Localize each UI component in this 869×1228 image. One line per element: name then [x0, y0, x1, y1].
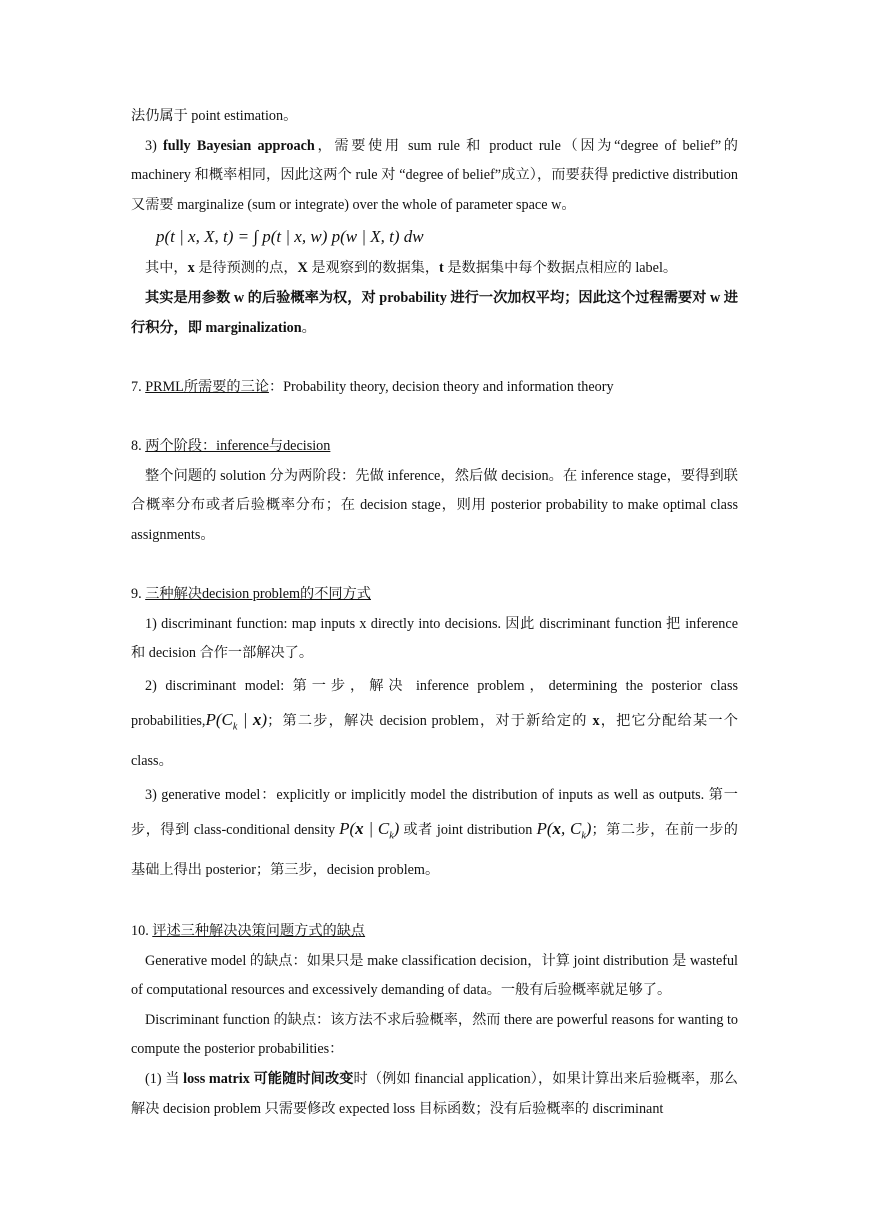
- text: Discriminant function 的缺点：该方法不求后验概率，然而 there are powerful reasons for wanting to compute the posterior probabilities：: [131, 1011, 739, 1058]
- heading-number: 7.: [131, 378, 146, 395]
- heading-9: [131, 580, 738, 610]
- heading-title: 两个阶段：inference与decision: [145, 437, 331, 454]
- text: ，需要使用 sum rule 和 product rule（因为“degree of belief”的 machinery 和概率相同，因此这两个 rule 对 “degree of belief”成立），而要获得 predictive distribution 又需要 marginalize (sum or integrate) over the whole of parameter space w。: [131, 137, 738, 213]
- spacer: [131, 343, 738, 373]
- heading-number: 10.: [131, 923, 153, 940]
- heading-10: [131, 917, 738, 947]
- text: 2) discriminant model: 第一步，解决 inference problem，determining the posterior class probabilities,: [131, 677, 738, 729]
- heading-title: 评述三种解决决策问题方式的缺点: [152, 923, 366, 940]
- bold-symbol: x: [187, 260, 195, 277]
- heading-7: [131, 373, 738, 403]
- spacer: [131, 402, 738, 432]
- paragraph-marginalization: [131, 284, 738, 343]
- text: 3) generative model：explicitly or implicitly model the distribution of inputs as well as outputs. 第一步，得到 class-conditional density: [131, 787, 738, 839]
- bold-symbol: t: [439, 260, 444, 277]
- text: ：Probability theory, decision theory and information theory: [268, 378, 614, 395]
- text: (1) 当: [145, 1071, 184, 1088]
- text: ；第二步，解决 decision problem，对于新给定的: [267, 712, 593, 729]
- paragraph-fully-bayesian: [131, 132, 738, 221]
- text: 1) discriminant function: map inputs x directly into decisions. 因此 discriminant function 把 inference 和 decision 合作一部解决了。: [131, 615, 738, 662]
- bold-symbol: x: [592, 712, 600, 729]
- bold-symbol: X: [297, 260, 308, 277]
- heading-title: PRML所需要的三论: [145, 378, 269, 395]
- paragraph-loss-matrix: [131, 1065, 738, 1124]
- text: 是数据集中每个数据点相应的 label。: [443, 260, 678, 277]
- heading-title: 三种解决decision problem的不同方式: [145, 585, 371, 602]
- paragraph-where: [131, 254, 738, 284]
- text: 整个问题的 solution 分为两阶段：先做 inference，然后做 decision。在 inference stage，要得到联合概率分布或者后验概率分布；在 decision stage，则用 posterior probability to make optimal class assignments。: [131, 467, 738, 543]
- joint-formula: P(x, $C_k$): [536, 819, 592, 842]
- paragraph-point-estimation: [131, 102, 738, 132]
- class-conditional-formula: P(x | $C_k$): [339, 819, 400, 842]
- paragraph-two-stages: [131, 462, 738, 551]
- text: 或者 joint distribution: [399, 822, 537, 839]
- text: ；第二步，在前一步的基础上得出 posterior；第三步，decision problem。: [131, 822, 738, 879]
- heading-number: 9.: [131, 585, 146, 602]
- text: 3): [145, 137, 164, 154]
- text: 是待预测的点，: [194, 260, 298, 277]
- text: Generative model 的缺点：如果只是 make classification decision，计算 joint distribution 是 wasteful of computational resources and excessively demanding of data。一般有后验概率就足够了。: [131, 952, 738, 999]
- bold-text: 其实是用参数 w 的后验概率为权，对 probability 进行一次加权平均；因此这个过程需要对 w 进行积分，即 marginalization: [131, 289, 738, 336]
- posterior-formula: $P(C_k$ | x): [205, 709, 268, 733]
- paragraph-discriminant-drawback: [131, 1006, 738, 1065]
- text: 其中，: [145, 260, 188, 277]
- spacer: [131, 887, 738, 917]
- bold-text: loss matrix 可能随时间改变: [183, 1071, 354, 1088]
- text: 时（例如 financial application），如果计算出来后验概率，那么解决 decision problem 只需要修改 expected loss 目标函数；没有后验概率的 discriminant: [131, 1071, 738, 1117]
- predictive-distribution-formula: p(t | x, X, t) = ∫ p(t | x, w) p(w | X, t) dw: [156, 227, 424, 247]
- paragraph-discriminant-model: [131, 669, 738, 778]
- heading-8: [131, 432, 738, 462]
- text: 是观察到的数据集，: [307, 260, 440, 277]
- document-page: [131, 102, 738, 1124]
- paragraph-discriminant-function: [131, 610, 738, 669]
- spacer: [131, 550, 738, 580]
- bold-term: fully Bayesian approach: [163, 137, 315, 154]
- paragraph-generative-drawback: [131, 947, 738, 1006]
- text: 。: [301, 319, 316, 336]
- paragraph-generative-model: [131, 778, 738, 887]
- heading-number: 8.: [131, 437, 146, 454]
- text: 法仍属于 point estimation。: [131, 108, 298, 124]
- text: ，把它分配给某一个 class。: [131, 712, 738, 770]
